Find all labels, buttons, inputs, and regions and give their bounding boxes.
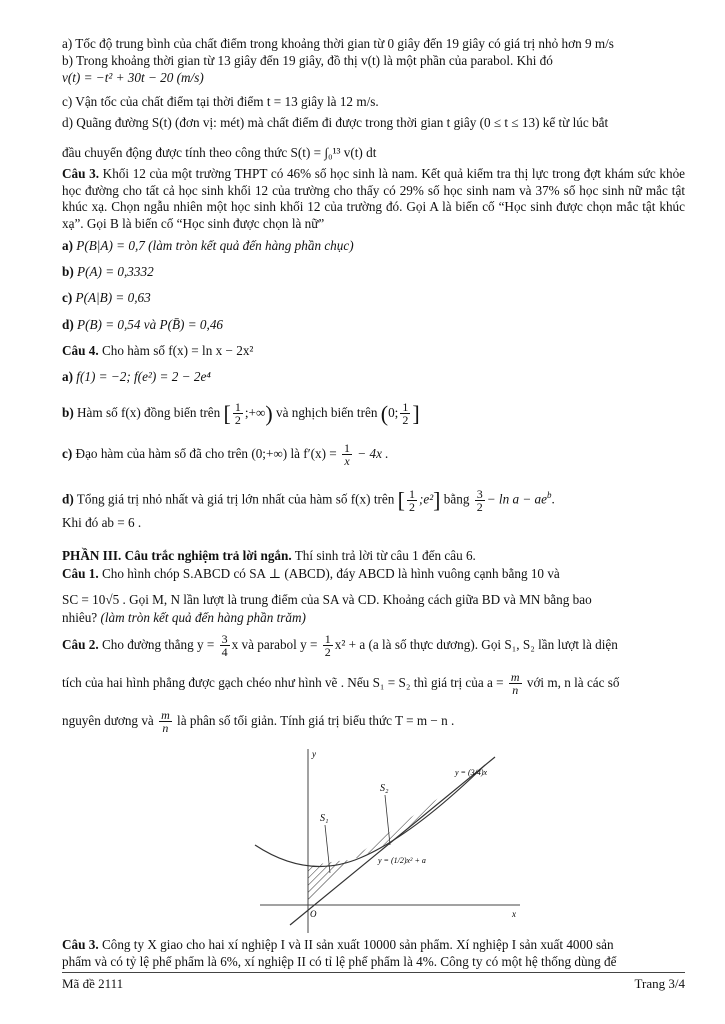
q4-statement: Câu 4. Cho hàm số f(x) = ln x − 2x²: [62, 343, 254, 358]
q2d-formula: đầu chuyển động được tính theo công thức S(t) = ∫₀¹³ v(t) dt: [62, 145, 377, 160]
fraction-three-quarters: $\frac{3}{4}$: [221, 632, 228, 660]
p2-statement-line2: tích của hai hình phẳng được gạch chéo như hình vẽ . Nếu S₁ = S₂ thì giá trị của a = $\frac{m}{n}$ với m, n là các số: [62, 670, 620, 698]
page-number: Trang 3/4: [634, 976, 685, 991]
p3-statement-line1: Câu 3. Công ty X giao cho hai xí nghiệp I và II sản xuất 10000 sản phẩm. Xí nghiệp I sản xuất 4000 sản: [62, 937, 614, 952]
p2-statement-line3: nguyên dương và $\frac{m}{n}$ là phân số tối giản. Tính giá trị biểu thức T = m − n .: [62, 708, 455, 736]
s2-label: S₂: [380, 783, 389, 794]
fraction-half: $\frac{1}{2}$: [402, 400, 409, 428]
q2d-statement: d) Quãng đường S(t) (đơn vị: mét) mà chất điểm đi được trong thời gian t giây (0 ≤ t ≤ 13) kể từ lúc bắt: [62, 115, 609, 130]
origin-label: O: [310, 909, 317, 919]
p1-statement-line3: nhiêu? (làm tròn kết quả đến hàng phần trăm): [62, 610, 306, 625]
footer-rule: [62, 972, 685, 973]
p3-statement-line2: phẩm và có tỷ lệ phế phẩm là 6%, xí nghiệp II có tỉ lệ phế phẩm là 4%. Công ty có một hệ thống dùng để: [62, 954, 617, 969]
q3b-option: b) P(A) = 0,3332: [62, 264, 154, 279]
axis-y-label: y: [312, 749, 316, 759]
fraction-m-over-n: $\frac{m}{n}$: [161, 708, 170, 736]
q2b-statement: b) Trong khoảng thời gian từ 13 giây đến 19 giây, đồ thị v(t) là một phần của parabol. Khi đó: [62, 53, 553, 68]
q4a-option: a) f(1) = −2; f(e²) = 2 − 2e⁴: [62, 369, 211, 384]
p2-statement-line1: Câu 2. Cho đường thẳng y = $\frac{3}{4}$ x và parabol y = $\frac{1}{2}$ x² + a (a là số thực dương). Gọi S₁, S₂ lần lượt là diện: [62, 632, 618, 660]
region-s2: [350, 797, 440, 860]
fraction-half: $\frac{1}{2}$: [408, 486, 415, 514]
q2c-statement: c) Vận tốc của chất điểm tại thời điểm t = 13 giây là 12 m/s.: [62, 94, 379, 109]
parabola-label: y = (1/2)x² + a: [378, 856, 426, 865]
p1-statement-line1: Câu 1. Cho hình chóp S.ABCD có SA ⊥ (ABCD), đáy ABCD là hình vuông cạnh bằng 10 và: [62, 566, 560, 581]
q2a-statement: a) Tốc độ trung bình của chất điểm trong khoảng thời gian từ 0 giây đến 19 giây có giá trị nhỏ hơn 9 m/s: [62, 36, 614, 51]
q4c-option: c) Đạo hàm của hàm số đã cho trên (0;+∞) là f′(x) = $\frac{1}{x}$ − 4x .: [62, 441, 389, 469]
p1-statement-line2: SC = 10√5 . Gọi M, N lần lượt là trung điểm của SA và CD. Khoảng cách giữa BD và MN bằng bao: [62, 592, 592, 607]
part3-heading: PHẦN III. Câu trắc nghiệm trả lời ngắn. Thí sinh trả lời từ câu 1 đến câu 6.: [62, 548, 476, 563]
s1-label: S₁: [320, 813, 329, 824]
line-y-three-quarters-x: [290, 757, 495, 925]
q3c-option: c) P(A|B) = 0,63: [62, 290, 151, 305]
area-figure: [250, 745, 530, 935]
fraction-half: $\frac{1}{2}$: [234, 400, 241, 428]
axis-x-label: x: [512, 909, 516, 919]
q4d-conclusion: Khi đó ab = 6 .: [62, 515, 142, 530]
q3a-option: a) P(B|A) = 0,7 (làm tròn kết quả đến hàng phần chục): [62, 238, 354, 253]
q4b-option: b) Hàm số f(x) đồng biến trên [ $\frac{1}{2}$ ;+∞) và nghịch biến trên (0; $\frac{1}{2}$ ]: [62, 400, 420, 428]
fraction-m-over-n: $\frac{m}{n}$: [510, 670, 520, 698]
line-label: y = (3/4)x: [455, 768, 488, 777]
q2b-formula: v(t) = −t² + 30t − 20 (m/s): [62, 70, 204, 85]
q3-statement: Câu 3. Khối 12 của một trường THPT có 46% số học sinh là nam. Kết quả kiểm tra thị lực trong đợt khám sức khỏe học đường cho tất cả học sinh khối 12 của trường cho thấy có 29% số học sinh nam và 37% số học sinh nữ mắc tật khúc xạ. Chọn ngẫu nhiên một học sinh khối 12 của trường đó. Gọi A là biến cố “Học sinh được chọn mắc tật khúc xạ”. Gọi B là biến cố “Học sinh được chọn là nữ”: [62, 166, 686, 231]
q4d-option: d) Tổng giá trị nhỏ nhất và giá trị lớn nhất của hàm số f(x) trên [ $\frac{1}{2}$ ;e²] bằng $\frac{3}{2}$ − $\ln a - ae^b$.: [62, 486, 555, 514]
fraction-half: $\frac{1}{2}$: [324, 632, 331, 660]
exam-code: Mã đề 2111: [62, 976, 124, 991]
fraction-one-over-x: $\frac{1}{x}$: [344, 441, 350, 469]
fraction-three-halves: $\frac{3}{2}$: [476, 486, 483, 514]
q3d-option: d) P(B) = 0,54 và P(B̄) = 0,46: [62, 317, 224, 332]
